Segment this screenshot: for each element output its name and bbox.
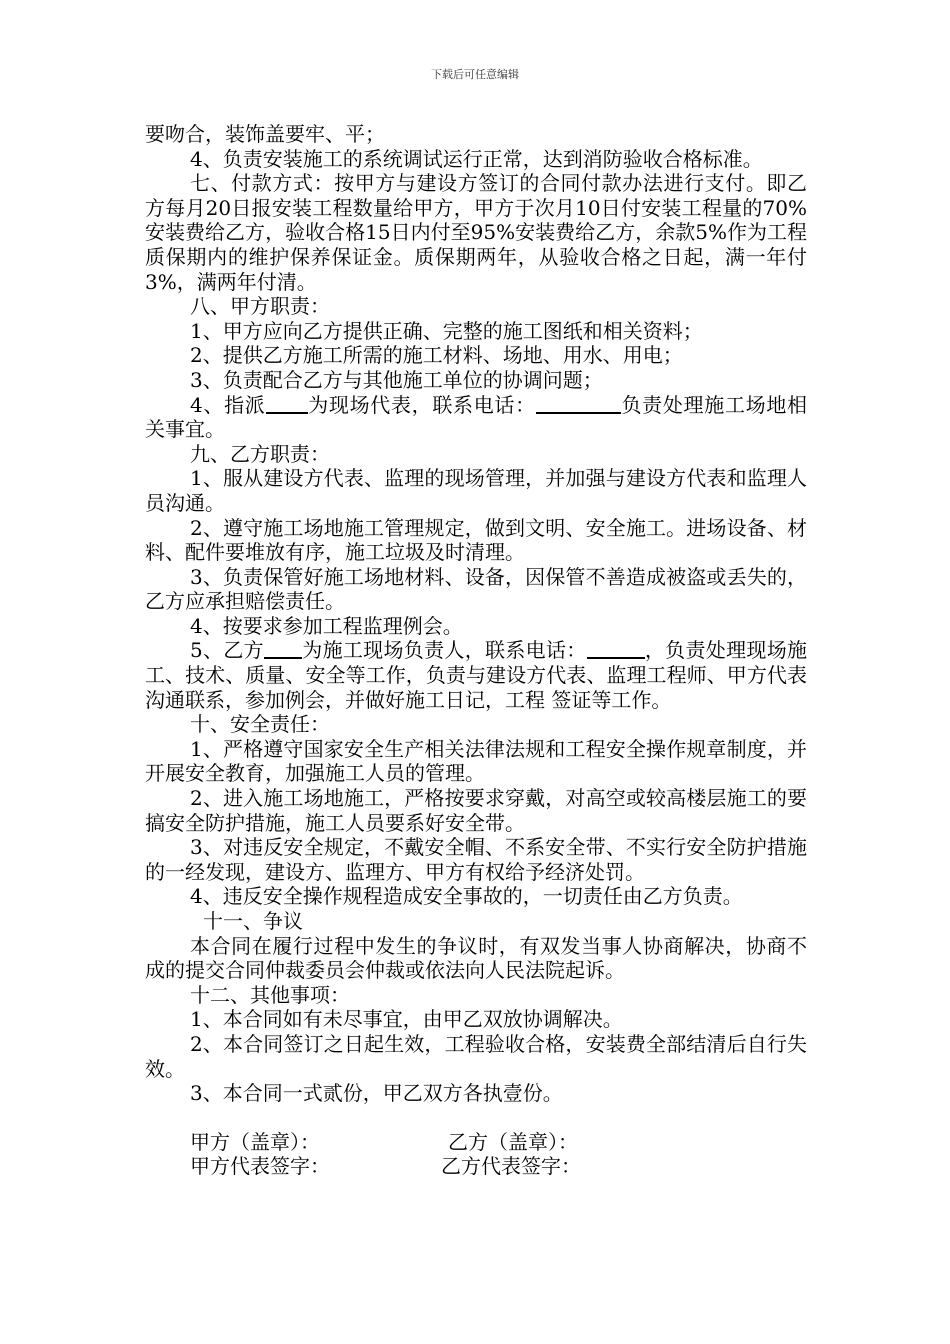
fill-blank[interactable] — [266, 394, 308, 414]
paragraph: 3、对违反安全规定，不戴安全帽、不系安全带、不实行安全防护措施的一经发现，建设方、监理方、甲方有权给予经济处罚。 — [145, 835, 807, 884]
section-heading: 九、乙方职责： — [190, 441, 330, 466]
contract-body — [145, 122, 807, 1179]
text: 为施工现场负责人，联系电话： — [301, 638, 587, 663]
paragraph: 2、提供乙方施工所需的施工材料、场地、用水、用电； — [190, 343, 683, 368]
paragraph: 4、按要求参加工程监理例会。 — [190, 613, 463, 638]
paragraph: 要吻合，装饰盖要牢、平； — [145, 122, 385, 146]
text: 为现场代表，联系电话： — [307, 392, 536, 417]
paragraph: 4、负责安装施工的系统调试运行正常，达到消防验收合格标准。 — [190, 146, 763, 171]
paragraph: 1、严格遵守国家安全生产相关法律法规和工程安全操作规章制度，并开展安全教育，加强施工人员的管理。 — [145, 736, 807, 786]
paragraph — [145, 393, 807, 442]
text: 负责处理施工场地相关事宜。 — [145, 392, 808, 442]
signature-row-seal — [145, 1130, 807, 1155]
paragraph — [145, 638, 807, 712]
party-b-rep-label: 乙方代表签字： — [441, 1154, 581, 1179]
paragraph: 2、遵守施工场地施工管理规定，做到文明、安全施工。进场设备、材料、配件要堆放有序，施工垃圾及时清理。 — [145, 515, 807, 565]
section-heading: 十、安全责任： — [190, 712, 330, 737]
text: 4、指派 — [190, 392, 266, 417]
section-heading: 八、甲方职责： — [190, 294, 330, 319]
payment-clause: 七、付款方式：按甲方与建设方签订的合同付款办法进行支付。即乙方每月20日报安装工程数量给甲方，甲方于次月10日付安装工程量的70%安装费给乙方，验收合格15日内付至95%安装费给乙方，余款5%作为工程质保期内的维护保养保证金。质保期两年，从验收合格之日起，满一年付3%，满两年付清。 — [145, 171, 807, 294]
section-heading: 十二、其他事项： — [190, 982, 350, 1007]
paragraph: 2、本合同签订之日起生效，工程验收合格，安装费全部结清后自行失效。 — [145, 1031, 807, 1081]
paragraph: 1、服从建设方代表、监理的现场管理，并加强与建设方代表和监理人员沟通。 — [145, 466, 807, 515]
page-header: 下载后可任意编辑 — [431, 68, 519, 81]
paragraph: 3、负责配合乙方与其他施工单位的协调问题； — [190, 367, 603, 392]
section-heading: 十一、争议 — [203, 909, 303, 933]
paragraph: 3、本合同一式贰份，甲乙双方各执壹份。 — [190, 1081, 563, 1106]
text: 5、乙方 — [190, 638, 264, 663]
spacer — [145, 1106, 807, 1130]
fill-blank[interactable] — [587, 639, 645, 659]
party-b-seal-label: 乙方（盖章）： — [448, 1129, 578, 1154]
text: ，负责处理现场施工、技术、质量、安全等工作，负责与建设方代表、监理工程师、甲方代表沟通联系，参加例会，并做好施工日记，工程 签证等工作。 — [145, 638, 807, 712]
fill-blank[interactable] — [264, 639, 302, 659]
paragraph: 4、违反安全操作规程造成安全事故的，一切责任由乙方负责。 — [190, 884, 743, 909]
paragraph: 1、本合同如有未尽事宜，由甲乙双放协调解决。 — [190, 1007, 623, 1032]
paragraph: 1、甲方应向乙方提供正确、完整的施工图纸和相关资料； — [190, 318, 703, 343]
paragraph: 本合同在履行过程中发生的争议时，有双发当事人协商解决，协商不成的提交合同仲裁委员会仲裁或依法向人民法院起诉。 — [145, 933, 807, 983]
party-a-rep-label: 甲方代表签字： — [190, 1154, 330, 1179]
fill-blank[interactable] — [536, 394, 621, 414]
party-a-seal-label: 甲方（盖章）： — [190, 1129, 320, 1154]
paragraph: 3、负责保管好施工场地材料、设备，因保管不善造成被盗或丢失的，乙方应承担赔偿责任。 — [145, 564, 807, 614]
paragraph: 2、进入施工场地施工，严格按要求穿戴，对高空或较高楼层施工的要搞安全防护措施，施工人员要系好安全带。 — [145, 786, 807, 835]
signature-row-rep — [145, 1154, 807, 1179]
